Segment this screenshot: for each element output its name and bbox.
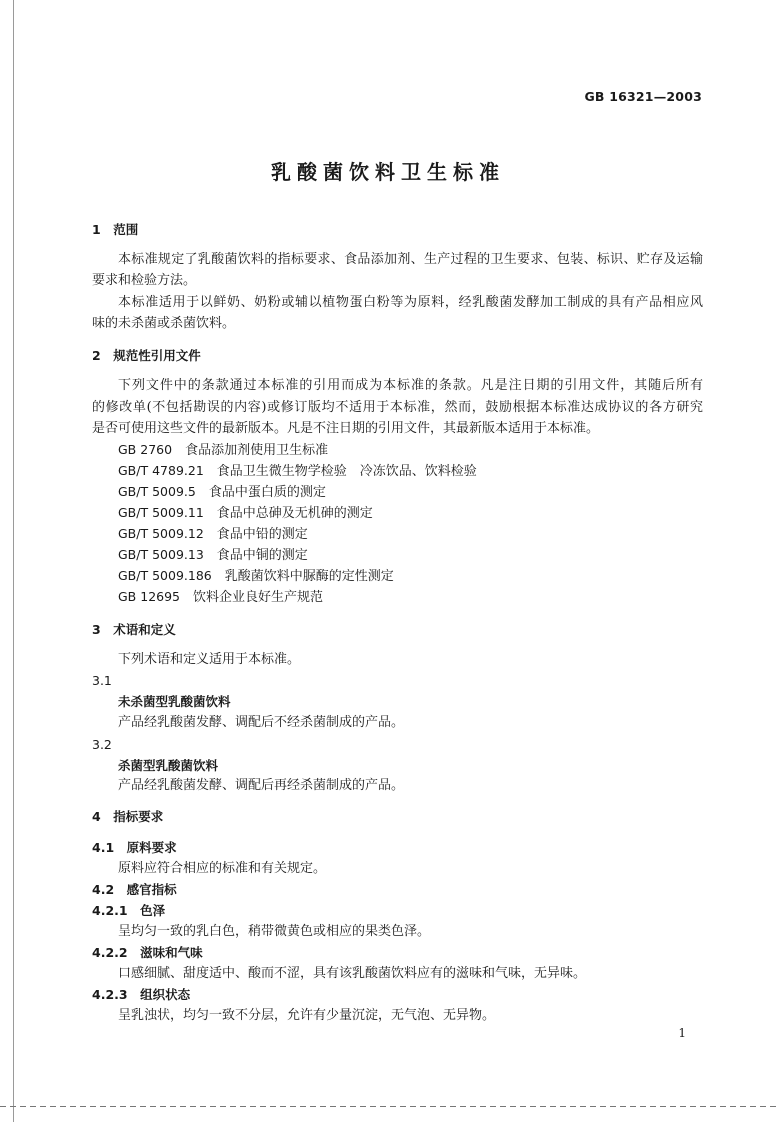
- term-2-definition: 产品经乳酸菌发酵、调配后再经杀菌制成的产品。: [118, 778, 405, 793]
- section-3-heading: 3 术语和定义: [92, 622, 176, 637]
- reference-code: GB/T 5009.5: [118, 484, 196, 499]
- scan-edge-bottom: [0, 1106, 776, 1107]
- reference-code: GB 12695: [118, 589, 180, 604]
- section-2-heading: 2 规范性引用文件: [92, 348, 201, 363]
- subsection-4-2-3-heading: 4.2.3 组织状态: [92, 987, 191, 1002]
- reference-item: [118, 440, 328, 461]
- subsection-4-1-text: 原料应符合相应的标准和有关规定。: [118, 861, 327, 876]
- term-2-number: 3.2: [92, 737, 112, 752]
- reference-item: [118, 461, 477, 482]
- subsection-4-2-3-text: 呈乳浊状，均匀一致不分层，允许有少量沉淀，无气泡、无异物。: [118, 1008, 496, 1023]
- reference-item: [118, 524, 308, 545]
- section-2-paragraph-line-1: 下列文件中的条款通过本标准的引用而成为本标准的条款。凡是注日期的引用文件，其随后所有: [118, 378, 703, 393]
- term-1-number: 3.1: [92, 673, 112, 688]
- section-1-heading: 1 范围: [92, 222, 139, 237]
- reference-item: [118, 482, 326, 503]
- subsection-4-2-2-text: 口感细腻、甜度适中、酸而不涩，具有该乳酸菌饮料应有的滋味和气味，无异味。: [118, 966, 587, 981]
- reference-title: 饮料企业良好生产规范: [193, 590, 324, 605]
- term-1-name: 未杀菌型乳酸菌饮料: [118, 694, 231, 709]
- term-1-definition: 产品经乳酸菌发酵、调配后不经杀菌制成的产品。: [118, 715, 405, 730]
- subsection-4-2-1-heading: 4.2.1 色泽: [92, 903, 166, 918]
- page-number: 1: [678, 1026, 686, 1040]
- reference-title: 食品添加剂使用卫生标准: [185, 443, 329, 458]
- subsection-4-1-heading: 4.1 原料要求: [92, 840, 177, 855]
- reference-code: GB/T 5009.186: [118, 568, 212, 583]
- document-title: 乳酸菌饮料卫生标准: [271, 160, 505, 184]
- section-1-paragraph-1-line-2: 要求和检验方法。: [92, 273, 197, 288]
- reference-item: [118, 503, 373, 524]
- reference-title: 乳酸菌饮料中脲酶的定性测定: [224, 569, 394, 584]
- reference-code: GB/T 5009.12: [118, 526, 204, 541]
- reference-item: [118, 566, 394, 587]
- section-4-heading: 4 指标要求: [92, 809, 164, 824]
- reference-title: 食品中铜的测定: [216, 548, 308, 563]
- section-1-paragraph-1-line-1: 本标准规定了乳酸菌饮料的指标要求、食品添加剂、生产过程的卫生要求、包装、标识、贮存及运输: [118, 252, 703, 267]
- reference-title: 食品中蛋白质的测定: [208, 485, 326, 500]
- term-2-name: 杀菌型乳酸菌饮料: [118, 758, 219, 773]
- reference-code: GB/T 4789.21: [118, 463, 204, 478]
- subsection-4-2-heading: 4.2 感官指标: [92, 882, 177, 897]
- subsection-4-2-1-text: 呈均匀一致的乳白色，稍带微黄色或相应的果类色泽。: [118, 924, 431, 939]
- reference-item: [118, 545, 308, 566]
- section-1-paragraph-2-line-1: 本标准适用于以鲜奶、奶粉或辅以植物蛋白粉等为原料，经乳酸菌发酵加工制成的具有产品相应风: [118, 295, 703, 310]
- section-1-paragraph-2-line-2: 味的未杀菌或杀菌饮料。: [92, 316, 236, 331]
- section-3-intro: 下列术语和定义适用于本标准。: [118, 652, 301, 667]
- section-2-paragraph-line-2: 的修改单(不包括勘误的内容)或修订版均不适用于本标准，然而，鼓励根据本标准达成协议的各方研究: [92, 400, 703, 415]
- reference-code: GB/T 5009.13: [118, 547, 204, 562]
- reference-code: GB 2760: [118, 442, 173, 457]
- standard-number: GB 16321—2003: [584, 89, 702, 104]
- reference-title: 食品中总砷及无机砷的测定: [216, 506, 373, 521]
- reference-title: 食品中铅的测定: [216, 527, 308, 542]
- subsection-4-2-2-heading: 4.2.2 滋味和气味: [92, 945, 203, 960]
- section-2-paragraph-line-3: 是否可使用这些文件的最新版本。凡是不注日期的引用文件，其最新版本适用于本标准。: [92, 421, 600, 436]
- reference-item: [118, 587, 323, 608]
- reference-code: GB/T 5009.11: [118, 505, 204, 520]
- reference-title: 食品卫生微生物学检验 冷冻饮品、饮料检验: [216, 464, 477, 479]
